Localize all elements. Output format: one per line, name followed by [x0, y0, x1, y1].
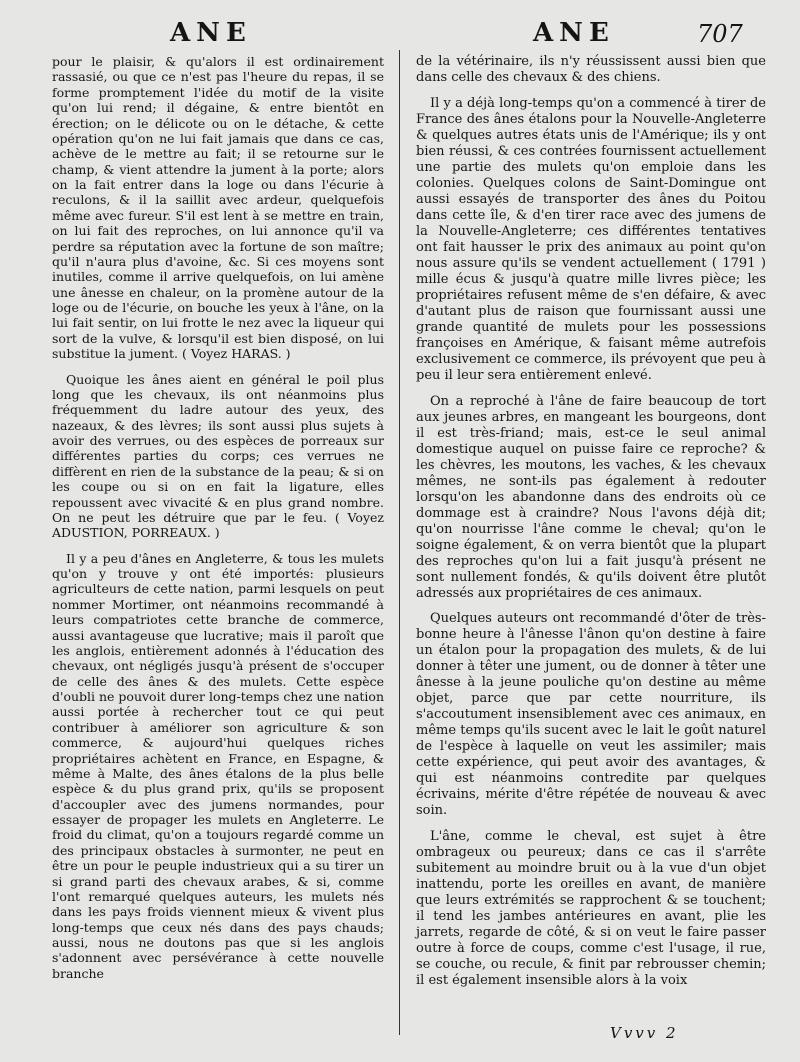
- page-number: 707: [697, 20, 743, 48]
- running-header: [0, 18, 800, 52]
- right-paragraph: On a reproché à l'âne de faire beaucoup de tort aux jeunes arbres, en mangeant les bourgeons, dont il est très-friand; mais, est-ce le seul animal domestique auquel on puisse faire ce reproche? & les chèvres, les moutons, les vaches, & les chevaux mêmes, ne sont-ils pas également à redouter lorsqu'on les abandonne dans des endroits où ce dommage est à craindre? Nous l'avons déjà dit; qu'on nourrisse l'âne comme le cheval; qu'on le soigne également, & on verra bientôt que la plupart des reproches qu'on lui a fait jusqu'à présent ne sont nullement fondés, & qu'ils doivent être plutôt adressés aux propriétaires de ces animaux.: [416, 393, 766, 601]
- right-column: [416, 54, 766, 999]
- right-paragraph: de la vétérinaire, ils n'y réussissent aussi bien que dans celle des chevaux & des chiens.: [416, 54, 766, 85]
- left-paragraph: pour le plaisir, & qu'alors il est ordinairement rassasié, ou que ce n'est pas l'heure du repas, il se forme promptement l'idée du motif de la visite qu'on lui rend; il dégaine, & entre bientôt en érection; on le délicote ou on le détache, & cette opération qu'on ne lui fait jamais que dans ce cas, achève de le mettre au fait; il se retourne sur le champ, & vient attendre la jument à la porte; alors on la fait entrer dans la loge ou dans l'écurie à reculons, & il la saillit avec ardeur, quelquefois même avec fureur. S'il est lent à se mettre en train, on lui fait des reproches, on lui annonce qu'il va perdre sa réputation avec la fortune de son maître; qu'il n'aura plus d'avoine, &c. Si ces moyens sont inutiles, comme il arrive quelquefois, on lui amène une ânesse en chaleur, on la promène autour de la loge ou de l'écurie, on bouche les yeux à l'âne, on la lui fait sentir, on lui frotte le nez avec la liqueur qui sort de la vulve, & lorsqu'il est bien disposé, on lui substitue la jument. ( Voyez HARAS. ): [52, 54, 384, 362]
- signature-mark: Vvvv 2: [610, 1024, 679, 1042]
- column-divider: [399, 50, 400, 1035]
- right-paragraph: L'âne, comme le cheval, est sujet à être ombrageux ou peureux; dans ce cas il s'arrête subitement au moindre bruit ou à la vue d'un objet inattendu, porte les oreilles en avant, de manière que leurs extrémités se rapprochent & se touchent; il tend les jambes antérieures en avant, plie les jarrets, regarde de côté, & si on veut le faire passer outre à force de coups, comme c'est l'usage, il rue, se couche, ou recule, & finit par rebrousser chemin; il est également insensible alors à la voix: [416, 829, 766, 989]
- right-paragraph: Il y a déjà long-temps qu'on a commencé à tirer de France des ânes étalons pour la Nouvelle-Angleterre & quelques autres états unis de l'Amérique; ils y ont bien réussi, & ces contrées fournissent actuellement une partie des mulets qu'on emploie dans les colonies. Quelques colons de Saint-Domingue ont aussi essayés de transporter des ânes du Poitou dans cette île, & d'en tirer race avec des jumens de la Nouvelle-Angleterre; ces différentes tentatives ont fait hausser le prix des animaux au point qu'on nous assure qu'ils se vendent actuellement ( 1791 ) mille écus & jusqu'à quatre mille livres pièce; les propriétaires refusent même de s'en défaire, & avec d'autant plus de raison que fournissant aussi une grande quantité de mulets pour les possessions françoises en Amérique, & faisant même autrefois exclusivement ce commerce, ils prévoyent que peu à peu il leur sera entièrement enlevé.: [416, 95, 766, 383]
- right-paragraph: Quelques auteurs ont recommandé d'ôter de très-bonne heure à l'ânesse l'ânon qu'on destine à faire un étalon pour la propagation des mulets, & de lui donner à têter une jument, ou de donner à têter une ânesse à la jeune pouliche qu'on destine au même objet, parce que par cette nourriture, ils s'accoutument insensiblement avec ces animaux, en même temps qu'ils sucent avec le lait le goût naturel de l'espèce à laquelle on veut les assimiler; mais cette expérience, qui peut avoir des avantages, & qui est néanmoins contredite par quelques écrivains, mérite d'être répétée de nouveau & avec soin.: [416, 611, 766, 819]
- left-paragraph: Il y a peu d'ânes en Angleterre, & tous les mulets qu'on y trouve y ont été importés: plusieurs agriculteurs de cette nation, parmi lesquels on peut nommer Mortimer, ont néanmoins recommandé à leurs compatriotes cette branche de commerce, aussi avantageuse que lucrative; mais il paroît que les anglois, entièrement adonnés à l'éducation des chevaux, ont négligés jusqu'à présent de s'occuper de celle des ânes & des mulets. Cette espèce d'oubli ne pouvoit durer long-temps chez une nation aussi portée à rechercher tout ce qui peut contribuer à améliorer son agriculture & son commerce, & aujourd'hui quelques riches propriétaires achètent en France, en Espagne, & même à Malte, des ânes étalons de la plus belle espèce & du plus grand prix, qu'ils se proposent d'accoupler avec des jumens normandes, pour essayer de propager les mulets en Angleterre. Le froid du climat, qu'on a toujours regardé comme un des principaux obstacles à surmonter, ne peut en être un pour le peuple industrieux qui a su tirer un si grand parti des chevaux arabes, & si, comme l'ont remarqué quelques auteurs, les mulets nés dans les pays froids viennent mieux & vivent plus long-temps que ceux nés dans des pays chauds; aussi, nous ne doutons pas que si les anglois s'adonnent avec persévérance à cette nouvelle branche: [52, 550, 384, 981]
- header-left-title: ANE: [170, 18, 252, 48]
- header-right-title: ANE: [533, 18, 615, 48]
- left-paragraph: Quoique les ânes aient en général le poil plus long que les chevaux, ils ont néanmoins plus fréquemment du ladre autour des yeux, des nazeaux, & des lèvres; ils sont aussi plus sujets à avoir des verrues, ou des espèces de porreaux sur différentes parties du corps; ces verrues ne diffèrent en rien de la substance de la peau; & si on les coupe ou si on en fait la ligature, elles repoussent avec vivacité & en plus grand nombre. On ne peut les détruire que par le feu. ( Voyez ADUSTION, PORREAUX. ): [52, 371, 384, 541]
- left-column: [52, 54, 384, 991]
